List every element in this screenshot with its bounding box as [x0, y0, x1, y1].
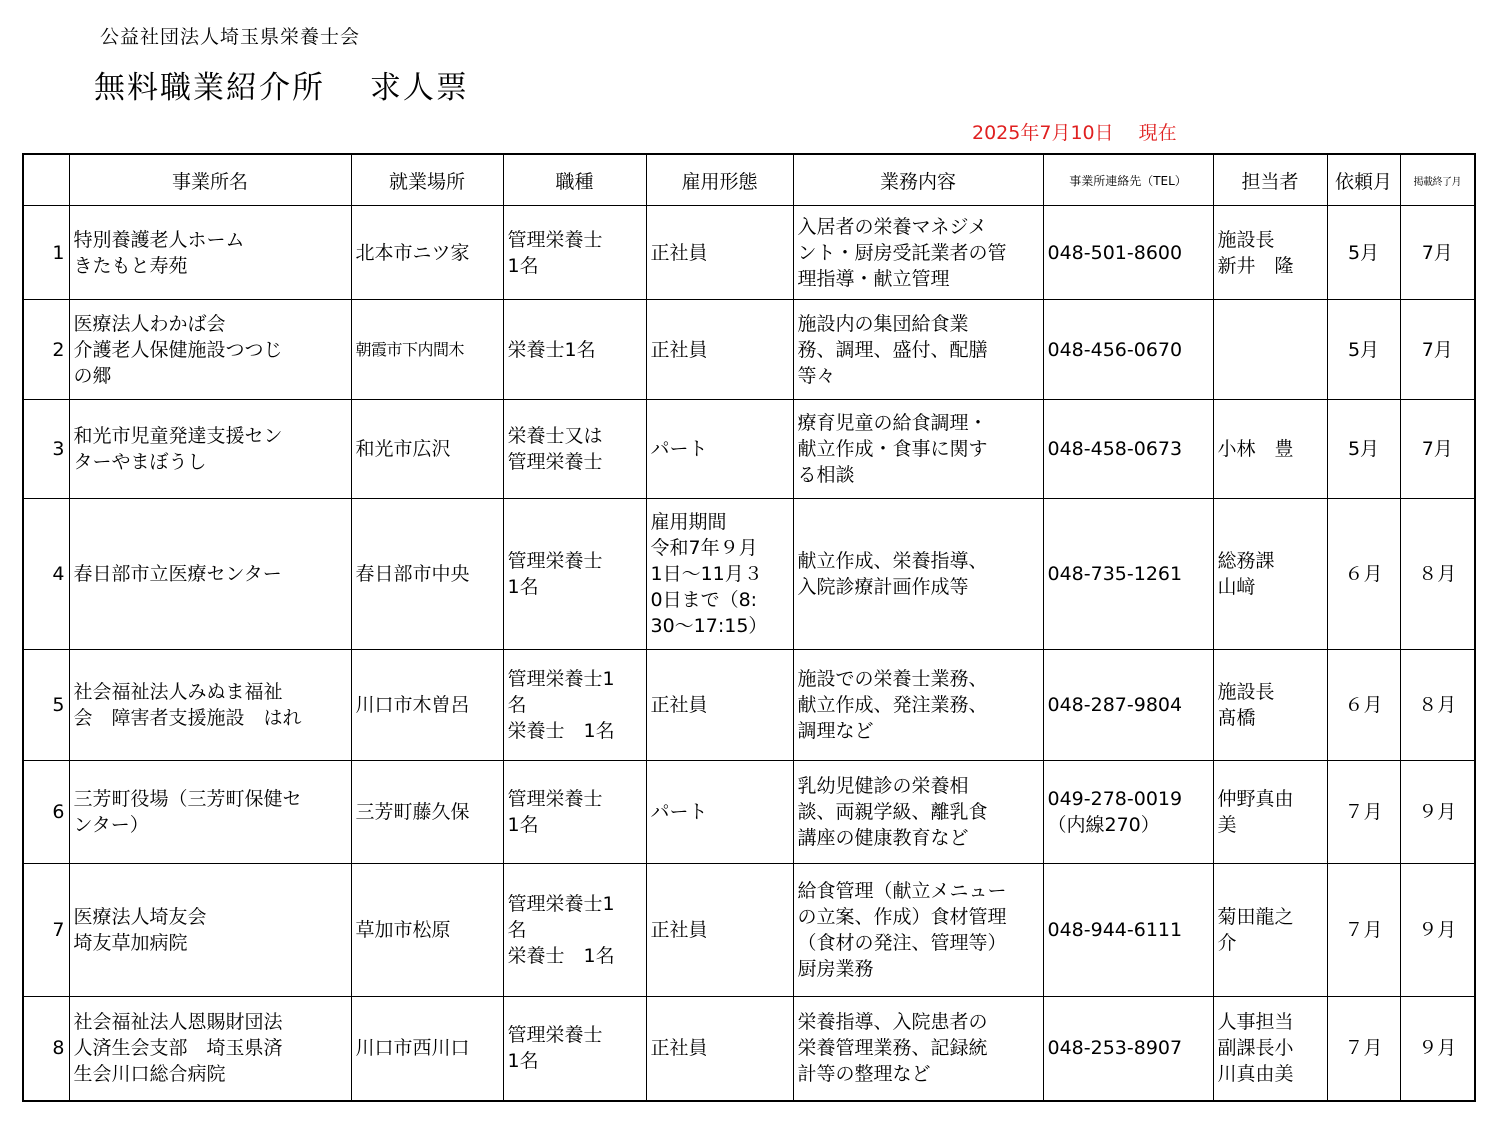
- employer-name: 特別養護老人ホーム きたもと寿苑: [69, 206, 351, 300]
- row-number: 3: [23, 400, 69, 499]
- end-month: 7月: [1400, 206, 1475, 300]
- employment-type: 正社員: [646, 864, 793, 997]
- row-number: 6: [23, 761, 69, 864]
- table-row: [23, 300, 1475, 400]
- row-number: 5: [23, 650, 69, 761]
- column-header-employment: 雇用形態: [646, 154, 793, 206]
- employer-name: 医療法人わかば会 介護老人保健施設つつじ の郷: [69, 300, 351, 400]
- table-header-row: [23, 154, 1475, 206]
- contact-tel: 048-735-1261: [1043, 499, 1213, 650]
- contact-person: 菊田龍之 介: [1213, 864, 1327, 997]
- end-month: ９月: [1400, 997, 1475, 1101]
- work-place: 川口市木曽呂: [351, 650, 503, 761]
- job-duties: 施設での栄養士業務、 献立作成、発注業務、 調理など: [793, 650, 1043, 761]
- job-type: 管理栄養士 1名: [503, 997, 646, 1101]
- column-header-place: 就業場所: [351, 154, 503, 206]
- contact-person: 施設長 髙橋: [1213, 650, 1327, 761]
- table-row: [23, 761, 1475, 864]
- contact-person: 総務課 山﨑: [1213, 499, 1327, 650]
- end-month: ９月: [1400, 864, 1475, 997]
- employer-name: 社会福祉法人みぬま福祉 会 障害者支援施設 はれ: [69, 650, 351, 761]
- table-row: [23, 206, 1475, 300]
- table-row: [23, 997, 1475, 1101]
- column-header-no: [23, 154, 69, 206]
- end-month: 7月: [1400, 400, 1475, 499]
- employer-name: 医療法人埼友会 埼友草加病院: [69, 864, 351, 997]
- request-month: 5月: [1327, 400, 1400, 499]
- document-title: 無料職業紹介所 求人票: [94, 70, 469, 106]
- work-place: 草加市松原: [351, 864, 503, 997]
- job-type: 管理栄養士 1名: [503, 761, 646, 864]
- request-month: ７月: [1327, 997, 1400, 1101]
- employer-name: 三芳町役場（三芳町保健セ ンター）: [69, 761, 351, 864]
- contact-person: 人事担当 副課長小 川真由美: [1213, 997, 1327, 1101]
- job-duties: 施設内の集団給食業 務、調理、盛付、配膳 等々: [793, 300, 1043, 400]
- end-month: ９月: [1400, 761, 1475, 864]
- job-listing-table: [22, 153, 1476, 1102]
- contact-tel: 048-456-0670: [1043, 300, 1213, 400]
- row-number: 8: [23, 997, 69, 1101]
- employer-name: 社会福祉法人恩賜財団法 人済生会支部 埼玉県済 生会川口総合病院: [69, 997, 351, 1101]
- column-header-job: 職種: [503, 154, 646, 206]
- end-month: ８月: [1400, 650, 1475, 761]
- row-number: 1: [23, 206, 69, 300]
- employer-name: 春日部市立医療センター: [69, 499, 351, 650]
- column-header-end-month: 掲載終了月: [1400, 154, 1475, 206]
- job-duties: 療育児童の給食調理・ 献立作成・食事に関す る相談: [793, 400, 1043, 499]
- contact-tel: 049-278-0019 （内線270）: [1043, 761, 1213, 864]
- job-duties: 献立作成、栄養指導、 入院診療計画作成等: [793, 499, 1043, 650]
- organization-name: 公益社団法人埼玉県栄養士会: [100, 26, 361, 48]
- job-type: 栄養士又は 管理栄養士: [503, 400, 646, 499]
- employment-type: 正社員: [646, 206, 793, 300]
- column-header-request-month: 依頼月: [1327, 154, 1400, 206]
- job-type: 管理栄養士1 名 栄養士 1名: [503, 864, 646, 997]
- employer-name: 和光市児童発達支援セン ターやまぼうし: [69, 400, 351, 499]
- request-month: 5月: [1327, 206, 1400, 300]
- row-number: 4: [23, 499, 69, 650]
- job-type: 管理栄養士 1名: [503, 499, 646, 650]
- work-place: 三芳町藤久保: [351, 761, 503, 864]
- column-header-tel: 事業所連絡先（TEL）: [1043, 154, 1213, 206]
- job-duties: 給食管理（献立メニュー の立案、作成）食材管理 （食材の発注、管理等） 厨房業務: [793, 864, 1043, 997]
- work-place: 朝霞市下内間木: [351, 300, 503, 400]
- contact-tel: 048-501-8600: [1043, 206, 1213, 300]
- request-month: ７月: [1327, 761, 1400, 864]
- work-place: 和光市広沢: [351, 400, 503, 499]
- contact-tel: 048-253-8907: [1043, 997, 1213, 1101]
- contact-person: 小林 豊: [1213, 400, 1327, 499]
- request-month: 5月: [1327, 300, 1400, 400]
- request-month: ７月: [1327, 864, 1400, 997]
- employment-type: 正社員: [646, 997, 793, 1101]
- table-row: [23, 650, 1475, 761]
- job-duties: 入居者の栄養マネジメ ント・厨房受託業者の管 理指導・献立管理: [793, 206, 1043, 300]
- request-month: ６月: [1327, 650, 1400, 761]
- request-month: ６月: [1327, 499, 1400, 650]
- job-duties: 栄養指導、入院患者の 栄養管理業務、記録統 計等の整理など: [793, 997, 1043, 1101]
- end-month: 7月: [1400, 300, 1475, 400]
- table-row: [23, 864, 1475, 997]
- employment-type: 正社員: [646, 300, 793, 400]
- job-type: 管理栄養士 1名: [503, 206, 646, 300]
- row-number: 7: [23, 864, 69, 997]
- table-row: [23, 400, 1475, 499]
- employment-type: 雇用期間 令和7年９月 1日～11月３ 0日まで（8: 30～17:15）: [646, 499, 793, 650]
- job-type: 管理栄養士1 名 栄養士 1名: [503, 650, 646, 761]
- employment-type: パート: [646, 400, 793, 499]
- contact-person: [1213, 300, 1327, 400]
- employment-type: 正社員: [646, 650, 793, 761]
- job-type: 栄養士1名: [503, 300, 646, 400]
- end-month: ８月: [1400, 499, 1475, 650]
- row-number: 2: [23, 300, 69, 400]
- column-header-duties: 業務内容: [793, 154, 1043, 206]
- employment-type: パート: [646, 761, 793, 864]
- contact-person: 仲野真由 美: [1213, 761, 1327, 864]
- contact-tel: 048-458-0673: [1043, 400, 1213, 499]
- table-row: [23, 499, 1475, 650]
- contact-tel: 048-944-6111: [1043, 864, 1213, 997]
- column-header-contact: 担当者: [1213, 154, 1327, 206]
- work-place: 北本市ニツ家: [351, 206, 503, 300]
- work-place: 川口市西川口: [351, 997, 503, 1101]
- contact-person: 施設長 新井 隆: [1213, 206, 1327, 300]
- work-place: 春日部市中央: [351, 499, 503, 650]
- contact-tel: 048-287-9804: [1043, 650, 1213, 761]
- job-duties: 乳幼児健診の栄養相 談、両親学級、離乳食 講座の健康教育など: [793, 761, 1043, 864]
- as-of-date: 2025年7月10日 現在: [972, 122, 1177, 144]
- column-header-employer: 事業所名: [69, 154, 351, 206]
